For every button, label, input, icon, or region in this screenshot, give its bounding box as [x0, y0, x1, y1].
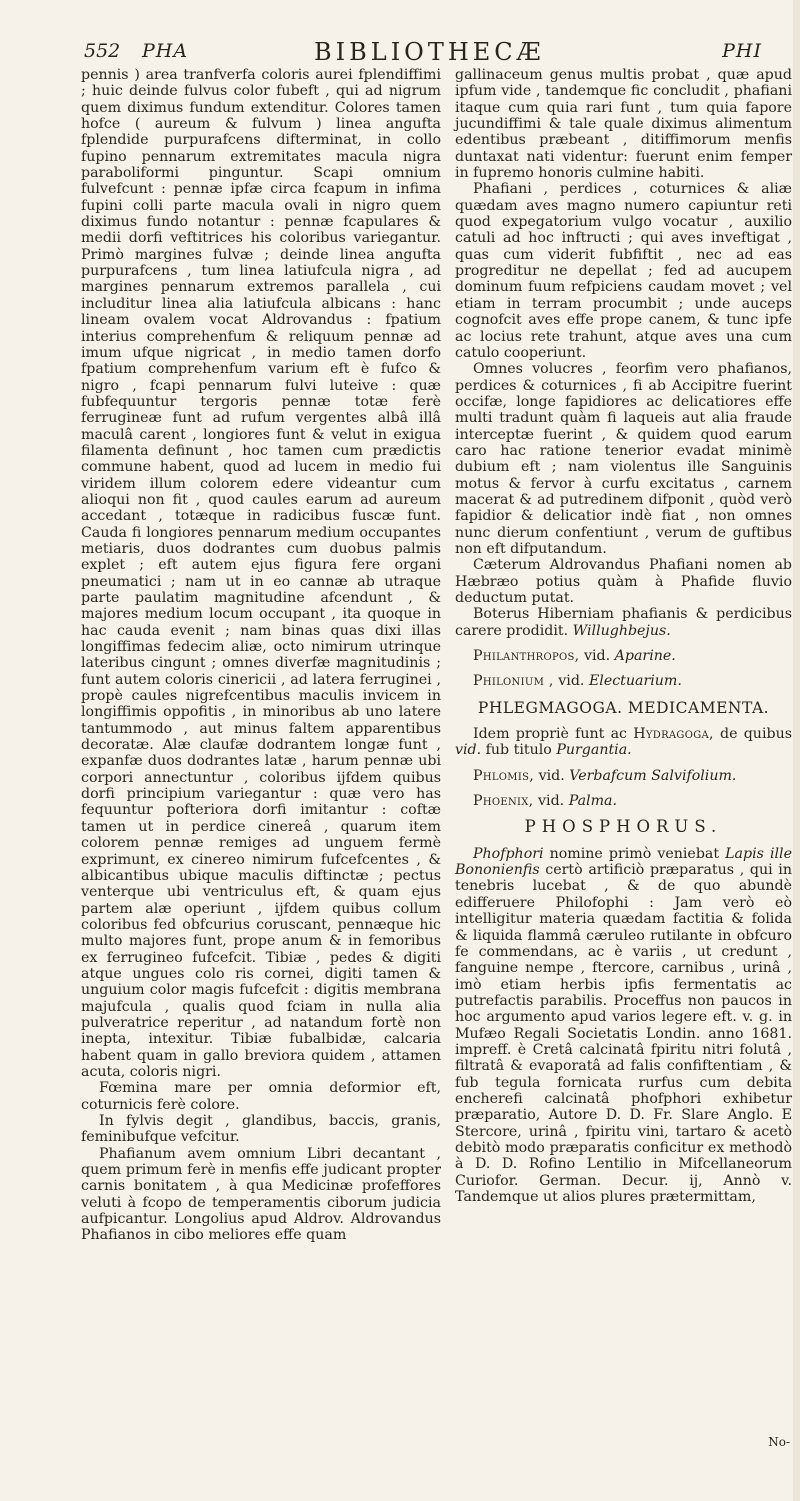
- cross-reference-entry: [455, 793, 792, 809]
- paragraph: pennis ) area tranfverfa coloris aurei fplendiffimi ; huic deinde fulvus color fubeft , qui ad nigrum quem diximus fundum extenditur. Colores tamen hofce ( aureum & fulvum ) linea angufta fplendide purpurafcens difterminat, in collo fupino pennarum extremitates macula nigra paraboliformi pinguntur. Scapi omnium fulvefcunt : pennæ ipfæ circa fcapum in infima fupini colli parte macula ovali in nigro quem diximus fundo notantur : pennæ fcapulares & medii dorfi veftitrices his coloribus variegantur. Primò margines fulvæ ; deinde linea angufta purpurafcens , tum linea latiufcula nigra , ad margines pennarum extremos parallela , cui includitur linea alia latiufcula albicans : hanc lineam ovalem vocat Aldrovandus : fpatium interius comprehenfum & reliquum pennæ ad imum ufque nigricat , in medio tamen dorfo fpatium comprehenfum varium eft è fufco & nigro , fcapi pennarum fulvi luteive : quæ fubfequuntur tergoris pennæ totæ ferè ferrugineæ funt ad rufum vergentes albâ illâ maculâ carent , longiores funt & velut in exigua filamenta definunt , hoc tamen cum prædictis commune habent, quod ad lucem in medio fui viridem illum colorem edere videantur cum alioqui non fit , quod caules earum ad aureum accedant , totæque in radicibus fuscæ funt. Cauda fi longiores pennarum medium occupantes metiaris, duos dodrantes cum duobus palmis explet ; eft autem ejus figura fere organi pneumatici ; nam ut in eo cannæ ab utraque parte paulatim magnitudine afcendunt , & majores medium locum occupant , ita quoque in hac cauda evenit ; nam binas quas dixi illas longiffimas fedecim aliæ, octo nimirum utrinque lateribus cingunt ; omnes diverfæ magnitudinis ; funt autem coloris cinericii , ad latera ferruginei , propè caules nigrefcentibus maculis invicem in longiffimis oppofitis , in minoribus ab uno latere tantummodo , aut minus faltem apparentibus decoratæ. Alæ claufæ dodrantem longæ funt , expanfæ duos dodrantes latæ , harum pennæ ubi corpori annectuntur , coloribus ijfdem quibus dorfi principium variegantur : quæ vero has fequuntur pofteriora dorfi imitantur : coftæ tamen ut in perdice cinereâ , quarum item colorem pennæ remiges ad unguem fermè exprimunt, ex cinereo nimirum fufcefcentes , & albicantibus ubique maculis diftinctæ ; pectus venterque ubi ventriculus eft, & quam ejus partem alæ operiunt , ijfdem quibus collum coloribus fed obfcurius coruscant, pennæque hic multo majores funt, prope anum & in femoribus ex ferrugineo fufcefcit. Tibiæ , pedes & digiti atque ungues colo ris cornei, digiti tamen & unguium color magis fufcefcit : digitis membrana majufcula , qualis quod fciam in nulla alia pulveratrice reperitur , ad natandum fortè non inepta, intexitur. Tibiæ fubalbidæ, calcaria habent quam in gallo breviora quidem , attamen acuta, coloris nigri.: [81, 67, 441, 1080]
- entry-reference: Verbafcum Salvifolium.: [569, 767, 737, 784]
- right-column: [455, 67, 792, 1205]
- page-title: BIBLIOTHECÆ: [314, 38, 545, 66]
- paragraph-text: certò artificiò præparatus , qui in tenebris lucebat , & de quo abundè edifferuere Philofophi : Jam verò eò intelligitur materia quædam factitia & folida & liquida flammâ cæruleo rutilante in obfcuro fe commendans, ac è variis , ut credunt , fanguine nempe , ftercore, carnibus , urinâ , imò etiam herbis ipfis fermentatis ac putrefactis parabilis. Proceffus non paucos in hoc argumento apud varios legere eft. v. g. in Mufæo Regali Societatis Londin. anno 1681. impreff. è Cretâ calcinatâ fpiritu nitri folutâ , filtratâ & evaporatâ ad falis confiftentiam , & fub tegula fornicata rurfus cum debita encherefi calcinatâ phofphori exhibetur præparatio, Autore D. D. Fr. Slare Anglo. E Stercore, urinâ , fpiritu vini, tartaro & acetò debitò modo præparatis conficitur ex methodò à D. D. Rofino Lentilio in Mifcellaneorum Curiofor. German. Decur. ij, Annò v. Tandemque ut alios plures prætermittam,: [455, 862, 792, 1205]
- vid-label: vid.: [583, 648, 611, 665]
- running-header: [84, 40, 790, 68]
- vid-label: vid.: [538, 793, 565, 810]
- paragraph-text: Boterus Hiberniam phafianis & perdicibus carere prodidit.: [455, 606, 792, 639]
- cross-reference-entry: [455, 648, 792, 664]
- cross-reference-entry: [455, 768, 792, 784]
- entry-term: Hydragoga,: [633, 726, 714, 743]
- paragraph: Phafiani , perdices , coturnices & aliæ quædam aves magno numero capiuntur reti quod expegatorium vulgo vocatur , auxilio catuli ad hoc inftructi ; qui aves inveftigat , quas cum viderit fubfiftit , nec ad eas progreditur ne depellat ; fed ad aucupem dominum fuum refpiciens caudam movet ; vel etiam in terram procumbit ; unde auceps cognofcit aves effe prope canem, & tunc ipfe ac locius rete trahunt, atque aves una cum catulo cooperiunt.: [455, 181, 792, 361]
- vid-label: vid.: [558, 673, 585, 690]
- entry-term: Lapis ille Bononienfis: [455, 845, 792, 879]
- paragraph-text: fub titulo: [485, 742, 552, 759]
- paragraph-text: Idem propriè funt ac: [473, 726, 627, 743]
- left-column: [81, 67, 441, 1244]
- paragraph-text: de quibus: [720, 726, 792, 743]
- entry-term: Phofphori: [473, 845, 544, 862]
- entry-headword: Phlomis,: [473, 767, 535, 784]
- page-number: 552: [84, 40, 121, 62]
- page-edge: [793, 0, 800, 1501]
- paragraph: gallinaceum genus multis probat , quæ apud ipfum vide , tandemque fic concludit , phafiani itaque cum quia rari funt , tum quia fapore jucundiffimi & tale quale diximus alimentum edentibus præbeant , ditiffimorum menfis duntaxat nati videntur: fuerunt enim femper in fupremo honoris culmine habiti.: [455, 67, 792, 182]
- cross-reference-entry: [455, 673, 792, 689]
- entry-headword: Philanthropos,: [473, 648, 580, 665]
- entry-reference: Aparine.: [614, 648, 676, 665]
- vid-label: vid.: [455, 742, 482, 759]
- paragraph: Fœmina mare per omnia deformior eft, coturnicis ferè colore.: [81, 1080, 441, 1113]
- paragraph: [455, 846, 792, 1206]
- vid-label: vid.: [538, 767, 565, 784]
- entry-headword: Philonium ,: [473, 673, 554, 690]
- author-citation: Willughbejus.: [572, 622, 671, 639]
- paragraph: Omnes volucres , feorfim vero phafianos, perdices & coturnices , fi ab Accipitre fuerint occifæ, longe fapidiores ac delicatiores effe multi tradunt quàm fi laqueis aut alia fraude interceptæ fuerint , & quidem quod earum caro hac ratione tenerior evadat minimè dubium eft ; nam violentus ille Sanguinis motus & fervor à curfu excitatus , carnem macerat & ad putredinem difponit , quòd verò fapidior & delicatior indè fiat , non omnes nunc dierum confentiunt , verum de guftibus non eft difputandum.: [455, 361, 792, 557]
- paragraph: Cæterum Aldrovandus Phafiani nomen ab Hæbræo potius quàm à Phafide fluvio deductum putat.: [455, 557, 792, 606]
- section-heading: PHLEGMAGOGA. MEDICAMENTA.: [477, 698, 770, 717]
- paragraph: In fylvis degit , glandibus, baccis, granis, feminibufque vefcitur.: [81, 1113, 441, 1146]
- paragraph: [455, 606, 792, 639]
- entry-headword: Phoenix,: [473, 793, 534, 810]
- entry-reference: Palma.: [568, 793, 618, 810]
- left-running-head: PHA: [142, 40, 189, 62]
- paragraph: Phafianum avem omnium Libri decantant , quem primum ferè in menfis effe judicant propter carnis bonitatem , à qua Medicinæ profeffores veluti à fcopo de temperamentis ciborum judicia aufpicantur. Longolius apud Aldrov. Aldrovandus Phafianos in cibo meliores effe quam: [81, 1145, 441, 1244]
- section-heading: PHOSPHORUS.: [524, 817, 723, 837]
- paragraph-text: nomine primò veniebat: [549, 845, 720, 862]
- catchword: No-: [768, 1435, 790, 1449]
- paragraph: [455, 726, 792, 759]
- entry-reference: Electuarium.: [588, 673, 682, 690]
- right-running-head: PHI: [722, 40, 762, 62]
- entry-reference: Purgantia.: [556, 742, 632, 759]
